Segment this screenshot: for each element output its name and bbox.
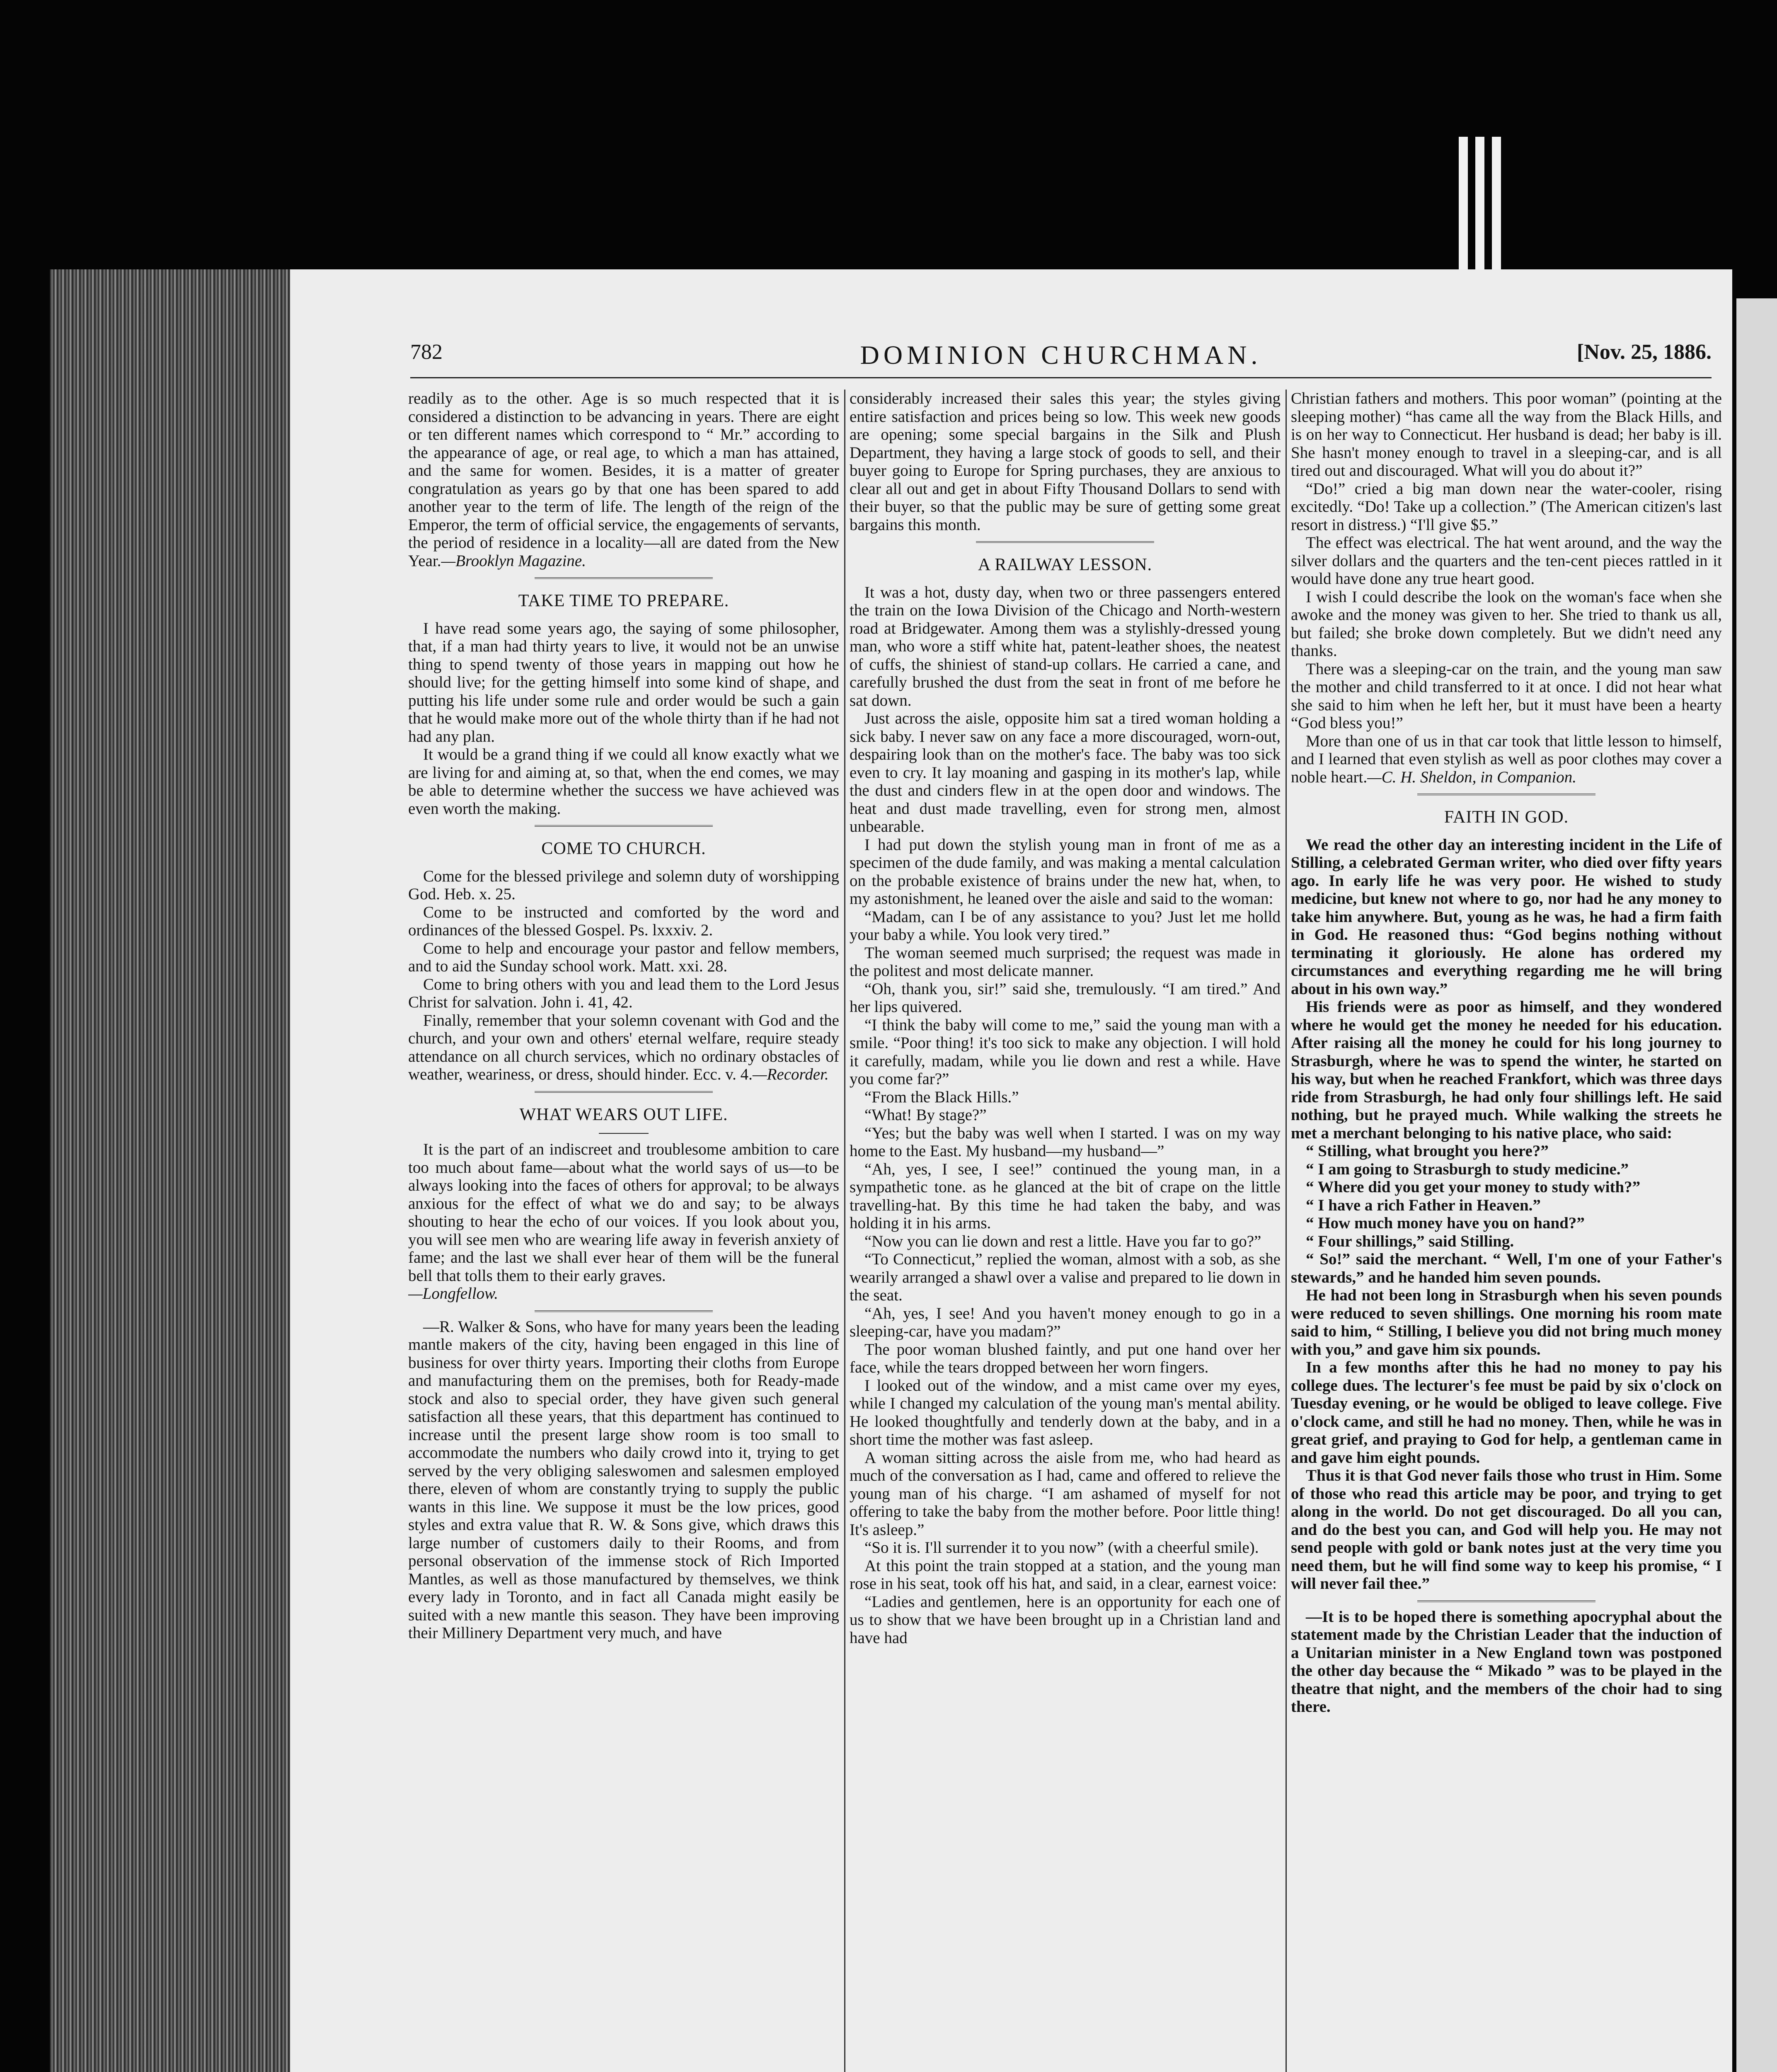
article-paragraph: “Do!” cried a big man down near the water-cooler, rising excitedly. “Do! Take up a collection.” (The American citizen's last resort in distress.) “I'll give $5.” (1291, 479, 1722, 534)
newspaper-page (290, 269, 1732, 2072)
article-credit: —Brooklyn Magazine. (441, 552, 586, 570)
column-left (408, 390, 839, 2072)
article-credit: —Longfellow. (408, 1285, 499, 1302)
article-paragraph: “I think the baby will come to me,” said the young man with a smile. “Poor thing! it's too sick to make any objection. I will hold it carefully, madam, while you lie down and rest a while. Have you come far?” (850, 1016, 1281, 1088)
article-paragraph: readily as to the other. Age is so much respected that it is considered a distinction to be advancing in years. There are eight or ten different names which correspond to “ Mr.” according to the appearance of age, or real age, to which a man has attained, and the same for women. Besides, it is a matter of greater congratulation as years go by that one has been spared to add another year to the term of life. The length of the reign of the Emperor, the term of official service, the engagements of servants, the period of residence in a locality—all are dated from the New Year.—Brooklyn Magazine. (408, 390, 839, 570)
article-paragraph: I had put down the stylish young man in front of me as a specimen of the dude family, and was making a mental calculation on the probable existence of brains under the new hat, when, to my astonishment, he leaned over the aisle and said to the woman: (850, 835, 1281, 908)
section-divider (535, 577, 713, 581)
article-paragraph: It is the part of an indiscreet and troublesome ambition to care too much about fame—about what the world says of us—to be always looking into the faces of others for approval; to be always anxious for the effect of what we do and say; to be always shouting to hear the echo of our voices. If you look about you, you will see men who are wearing life away in feverish anxiety of fame; and the last we shall ever hear of them will be the funeral bell that tolls them to their early graves. (408, 1140, 839, 1285)
column-rule (844, 390, 845, 2072)
dialogue-line: “ I have a rich Father in Heaven.” (1306, 1196, 1541, 1214)
dialogue-line: “ Where did you get your money to study with?” (1306, 1178, 1641, 1196)
article-heading: A RAILWAY LESSON. (978, 555, 1152, 574)
article-paragraph: “Ah, yes, I see, I see!” continued the young man, in a sympathetic tone. as he glanced at the bit of crape on the little travelling-hat. By this time he had taken the baby, and was holding it in his arms. (850, 1160, 1281, 1232)
article-paragraph: Just across the aisle, opposite him sat a tired woman holding a sick baby. I never saw on any face a more discouraged, worn-out, despairing look than on the mother's face. The baby was too sick even to cry. It lay moaning and gasping in its mother's lap, while the dust and cinders flew in at the open door and windows. The heat and dust made travelling, even for strong men, almost unbearable. (850, 709, 1281, 835)
article-paragraph: I have read some years ago, the saying of some philosopher, that, if a man had thirty years to live, it would not be an unwise thing to spend twenty of those years in mapping out how he should live; for the getting himself into some kind of shape, and putting his life under some rule and order would be such a gain that he would make more out of the whole thirty than if he had not had any plan. (408, 619, 839, 746)
article-paragraph: There was a sleeping-car on the train, and the young man saw the mother and child transferred to it at once. I did not hear what she said to him when he left her, but it must have been a hearty “God bless you!” (1291, 660, 1722, 732)
article-paragraph: Thus it is that God never fails those who trust in Him. Some of those who read this article may be poor, and trying to get along in the world. Do not get discouraged. Do all you can, and do the best you can, and God will help you. He may not send people with gold or bank notes just at the very time you need them, but he will find some way to keep his promise, “ I will never fail thee.” (1291, 1467, 1722, 1593)
article-heading: COME TO CHURCH. (541, 839, 706, 858)
bold-article (1291, 836, 1722, 1716)
article-paragraph: Come to help and encourage your pastor and fellow members, and to aid the Sunday school work. Matt. xxi. 28. (408, 939, 839, 975)
article-paragraph: “Madam, can I be of any assistance to you? Just let me holld your baby a while. You look very tired.” (850, 908, 1281, 944)
article-paragraph: Come to be instructed and comforted by the word and ordinances of the blessed Gospel. Ps. lxxxiv. 2. (408, 903, 839, 939)
article-heading: WHAT WEARS OUT LIFE. (519, 1105, 728, 1124)
article-paragraph: It was a hot, dusty day, when two or three passengers entered the train on the Iowa Division of the Chicago and North-western road at Bridgewater. Among them was a stylishly-dressed young man, who wore a stiff white hat, patent-leather shoes, the neatest of cuffs, the shiniest of stand-up collars. He carried a cane, and carefully brushed the dust from the seat in front of me before he sat down. (850, 583, 1281, 709)
article-paragraph: Christian fathers and mothers. This poor woman” (pointing at the sleeping mother) “has came all the way from the Black Hills, and is on her way to Connecticut. Her husband is dead; her baby is ill. She hasn't money enough to travel in a sleeping-car, and is all tired out and discouraged. What will you do about it?” (1291, 390, 1722, 479)
article-credit: —Recorder. (752, 1065, 829, 1083)
article-paragraph: He had not been long in Strasburgh when his seven pounds were reduced to seven shillings. One morning his room mate said to him, “ Stilling, I believe you did not bring much money with you,” and gave him six pounds. (1291, 1286, 1722, 1358)
section-divider (535, 1310, 713, 1314)
article-paragraph: The woman seemed much surprised; the request was made in the politest and most delicate manner. (850, 944, 1281, 980)
column-right (1291, 390, 1722, 2072)
article-paragraph: “Now you can lie down and rest a little. Have you far to go?” (864, 1232, 1261, 1250)
article-paragraph: The poor woman blushed faintly, and put one hand over her face, while the tears dropped between her worn fingers. (850, 1340, 1281, 1376)
dialogue-line: “ How much money have you on hand?” (1306, 1214, 1585, 1232)
article-paragraph: At this point the train stopped at a station, and the young man rose in his seat, took off his hat, and said, in a clear, earnest voice: (850, 1556, 1281, 1593)
section-divider (1417, 1600, 1595, 1605)
dialogue-line: “ I am going to Strasburgh to study medicine.” (1306, 1160, 1629, 1178)
article-heading: TAKE TIME TO PREPARE. (518, 591, 729, 610)
scan-marker-bar (1459, 137, 1468, 274)
article-paragraph: It would be a grand thing if we could all know exactly what we are living for and aiming at, so that, when the end comes, we may be able to determine whether the success we have achieved was even worth the making. (408, 746, 839, 818)
column-middle (850, 390, 1281, 2072)
article-paragraph: We read the other day an interesting incident in the Life of Stilling, a celebrated German writer, who died over fifty years ago. In early life he was very poor. He wished to study medicine, but knew not where to go, nor had he any money to take him anywhere. But, young as he was, he had a firm faith in God. He reasoned thus: “God begins nothing without terminating it gloriously. He alone has ordered my circumstances and everything regarding me he will bring about in his own way.” (1291, 835, 1722, 998)
column-rule (1286, 390, 1287, 2072)
page-header (410, 340, 1712, 378)
article-paragraph: I looked out of the window, and a mist came over my eyes, while I changed my calculation of the young man's mental ability. He looked thoughtfully and tenderly down at the baby, and in a short time the mother was fast asleep. (850, 1376, 1281, 1448)
article-paragraph: “From the Black Hills.” (864, 1088, 1019, 1106)
article-credit: —C. H. Sheldon, in Companion. (1367, 768, 1576, 786)
dialogue-line: “ So!” said the merchant. “ Well, I'm one of your Father's stewards,” and he handed him seven pounds. (1291, 1250, 1722, 1286)
article-paragraph: “What! By stage?” (864, 1106, 987, 1124)
article-paragraph: I wish I could describe the look on the woman's face when she awoke and the money was given to her. She tried to thank us all, but failed; she broke down completely. But we didn't need any thanks. (1291, 588, 1722, 660)
adjacent-page-edge (1736, 298, 1777, 2072)
scan-marker-bar (1475, 137, 1484, 274)
page-number: 782 (410, 340, 443, 364)
section-divider (976, 541, 1154, 545)
article-paragraph: The effect was electrical. The hat went around, and the way the silver dollars and the quarters and the ten-cent pieces rattled in it would have done any true heart good. (1291, 534, 1722, 588)
advertisement-paragraph: —R. Walker & Sons, who have for many years been the leading mantle makers of the city, having been engaged in this line of business for over thirty years. Importing their cloths from Europe and manufacturing them on the premises, both for Ready-made stock and also to special order, they have given such general satisfaction all these years, that this department has continued to increase until the present large show room is too small to accommodate the numbers who daily crowd into it, trying to get served by the very obliging saleswomen and salesmen employed there, eleven of whom are constantly trying to supply the public wants in this line. We suppose it must be the low prices, good styles and extra value that R. W. & Sons give, which draws this large number of customers daily to their Rooms, and from personal observation of the immense stock of Rich Imported Mantles, as well as those manufactured by themselves, we think every lady in Toronto, and in fact all Canada might easily be suited with a new mantle this season. They have been improving their Millinery Department very much, and have (408, 1317, 839, 1642)
section-divider (535, 1091, 713, 1095)
article-paragraph: “Yes; but the baby was well when I started. I was on my way home to the East. My husband—my husband—” (850, 1124, 1281, 1160)
article-paragraph: Finally, remember that your solemn covenant with God and the church, and your own and others' eternal welfare, require steady attendance on all church services, which no ordinary obstacles of weather, weariness, or dress, should hinder. Ecc. v. 4.—Recorder. (408, 1011, 839, 1083)
article-paragraph: A woman sitting across the aisle from me, who had heard as much of the conversation as I had, came and offered to relieve the young man of his charge. “I am ashamed of myself for not offering to take the baby from the mother before. Poor little thing! It's asleep.” (850, 1448, 1281, 1539)
article-paragraph: —It is to be hoped there is something apocryphal about the statement made by the Christian Leader that the induction of a Unitarian minister in a New England town was postponed the other day because the “ Mikado ” was to be played in the theatre that night, and the members of the choir had to sing there. (1291, 1607, 1722, 1716)
article-paragraph: In a few months after this he had no money to pay his college dues. The lecturer's fee must be paid by six o'clock on Tuesday evening, or he would be obliged to leave college. Five o'clock came, and still he had no money. Then, while he was in great grief, and praying to God for help, a gentleman came in and gave him eight pounds. (1291, 1358, 1722, 1467)
article-paragraph: considerably increased their sales this year; the styles giving entire satisfaction and prices being so low. This week new goods are opening; some special bargains in the Silk and Plush Department, they having a large stock of goods to sell, and their buyer going to Europe for Spring purchases, they are anxious to clear all out and get in about Fifty Thousand Dollars to send with their buyer, so that the public may be sure of getting some great bargains this month. (850, 390, 1281, 534)
scan-marker-bar (1492, 137, 1501, 274)
issue-date: [Nov. 25, 1886. (1577, 340, 1712, 364)
article-paragraph: More than one of us in that car took that little lesson to himself, and I learned that even stylish as well as poor clothes may cover a noble heart.—C. H. Sheldon, in Companion. (1291, 732, 1722, 786)
dialogue-line: “ Four shillings,” said Stilling. (1306, 1232, 1514, 1250)
article-paragraph: “To Connecticut,” replied the woman, almost with a sob, as she wearily arranged a shawl over a valise and prepared to lie down in the seat. (850, 1250, 1281, 1304)
article-paragraph: “Ladies and gentlemen, here is an opportunity for each one of us to show that we have been brought up in a Christian land and have had (850, 1593, 1281, 1647)
section-divider (535, 825, 713, 829)
dialogue-line: “ Stilling, what brought you here?” (1306, 1142, 1549, 1160)
article-paragraph: Come to bring others with you and lead them to the Lord Jesus Christ for salvation. John i. 41, 42. (408, 975, 839, 1011)
article-paragraph: “Ah, yes, I see! And you haven't money enough to go in a sleeping-car, have you madam?” (850, 1304, 1281, 1340)
article-paragraph: “So it is. I'll surrender it to you now” (with a cheerful smile). (864, 1539, 1259, 1556)
article-paragraph: “Oh, thank you, sir!” said she, tremulously. “I am tired.” And her lips quivered. (850, 980, 1281, 1016)
article-paragraph: Come for the blessed privilege and solemn duty of worshipping God. Heb. x. 25. (408, 867, 839, 903)
article-heading: FAITH IN GOD. (1444, 808, 1569, 827)
article-paragraph: His friends were as poor as himself, and they wondered where he would get the money he needed for his education. After raising all the money he could for his long journey to Strasburgh, where he was to spend the winter, he started on his way, but when he reached Frankfort, which was three days ride from Strasburgh, he had only four shillings left. He said nothing, but he prayed much. While walking the streets he met a merchant belonging to his native place, who said: (1291, 998, 1722, 1142)
book-page-edges (50, 269, 298, 2072)
section-divider (1417, 794, 1595, 798)
masthead-title: DOMINION CHURCHMAN. (860, 340, 1262, 370)
heading-underline (599, 1133, 649, 1135)
